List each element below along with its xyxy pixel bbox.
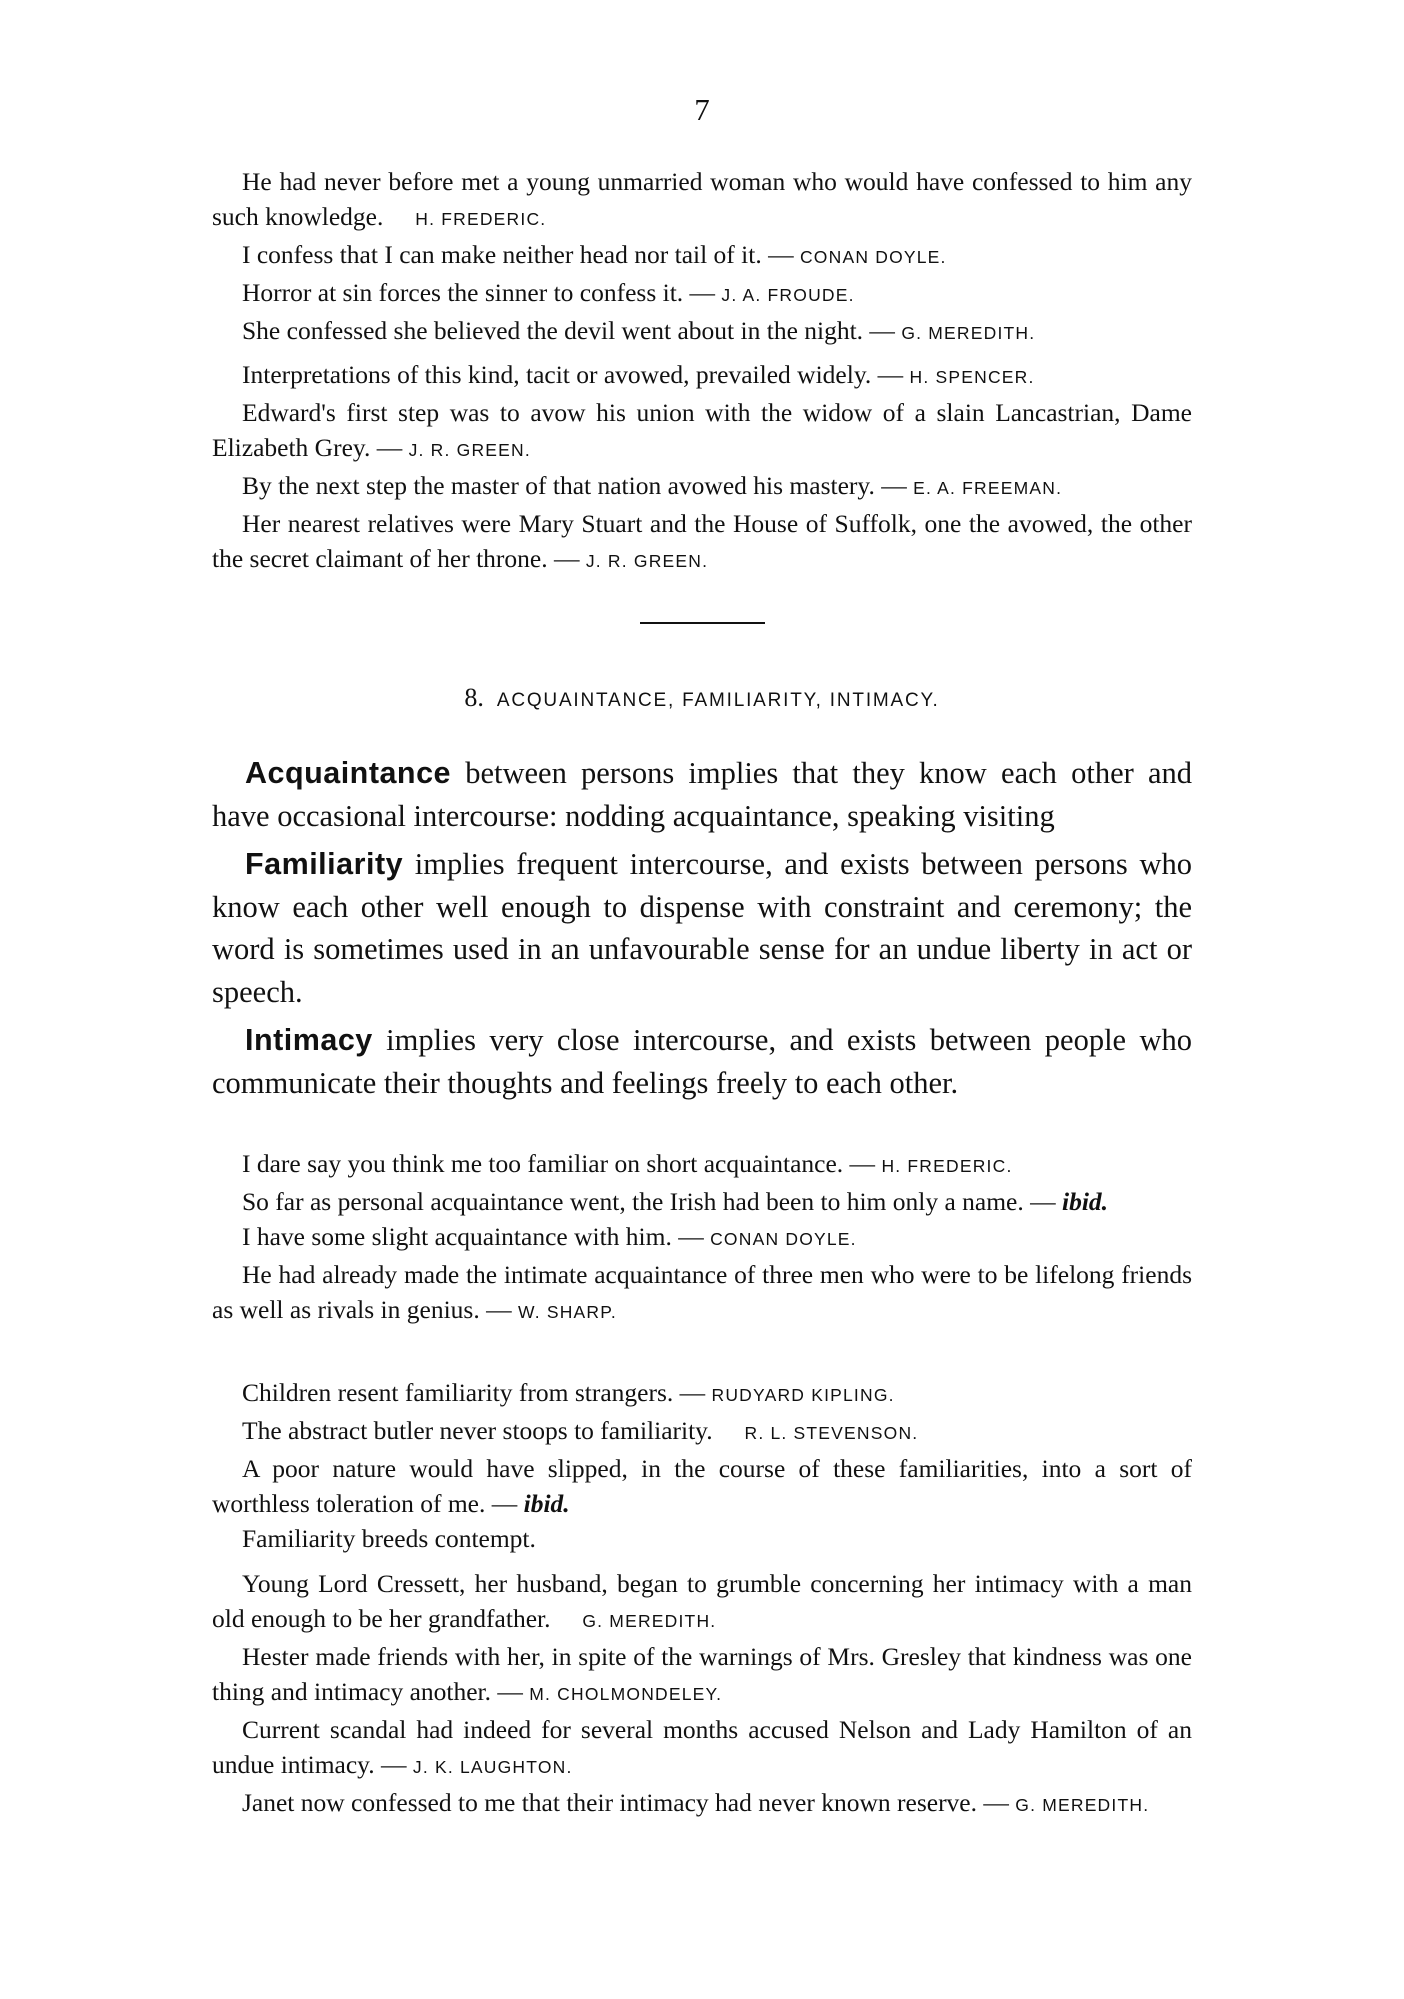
- quote: Edward's first step was to avow his union with the widow of a slain Lancastrian, Dame Elizabeth Grey. — J. R. GREEN.: [212, 398, 1192, 462]
- quote-author: ibid.: [523, 1489, 570, 1518]
- quote-author: J. R. GREEN.: [408, 440, 531, 460]
- quote-author: H. SPENCER.: [909, 367, 1035, 387]
- quote: Young Lord Cressett, her husband, began to grumble concerning her intimacy with a man old enough to be her grandfather. G. MEREDITH.: [212, 1569, 1192, 1633]
- section-title: ACQUAINTANCE, FAMILIARITY, INTIMACY.: [496, 690, 940, 711]
- quote: Familiarity breeds contempt.: [242, 1524, 536, 1553]
- quote-author: J. A. FROUDE.: [721, 285, 855, 305]
- definition-term: Intimacy: [245, 1023, 373, 1057]
- quote: Interpretations of this kind, tacit or avowed, prevailed widely. — H. SPENCER.: [242, 360, 1035, 389]
- quote: He had never before met a young unmarried woman who would have confessed to him any such knowledge. H. FREDERIC.: [212, 167, 1192, 231]
- familiarity-quotes: [212, 1375, 1192, 1556]
- quote: So far as personal acquaintance went, the Irish had been to him only a name. — ibid.: [242, 1187, 1109, 1216]
- quote-author: J. R. GREEN.: [585, 551, 709, 571]
- quote-author: H. FREDERIC.: [881, 1156, 1013, 1176]
- quote: Hester made friends with her, in spite of the warnings of Mrs. Gresley that kindness was one thing and intimacy another. — M. CHOLMONDELEY.: [212, 1642, 1192, 1706]
- quote: Current scandal had indeed for several months accused Nelson and Lady Hamilton of an undue intimacy. — J. K. LAUGHTON.: [212, 1715, 1192, 1779]
- quote-author: G. MEREDITH.: [1015, 1795, 1150, 1815]
- quote-author: G. MEREDITH.: [901, 323, 1036, 343]
- quote: Children resent familiarity from strangers. — RUDYARD KIPLING.: [242, 1378, 895, 1407]
- quote-author: W. SHARP.: [517, 1302, 617, 1322]
- quote-author: ibid.: [1061, 1187, 1109, 1216]
- quote: Janet now confessed to me that their intimacy had never known reserve. — G. MEREDITH.: [242, 1788, 1150, 1817]
- section-number: 8.: [464, 683, 484, 712]
- section-divider: [640, 622, 765, 624]
- quote-author: CONAN DOYLE.: [710, 1229, 857, 1249]
- quote: By the next step the master of that nation avowed his mastery. — E. A. FREEMAN.: [242, 471, 1063, 500]
- quote: I have some slight acquaintance with him. — CONAN DOYLE.: [242, 1222, 857, 1251]
- intimacy-quotes: [212, 1566, 1192, 1823]
- page-number: 7: [694, 92, 710, 127]
- quote-author: G. MEREDITH.: [582, 1611, 717, 1631]
- definition-acquaintance: Acquaintance between persons implies that they know each other and have occasional intercourse: nodding acquaintance, speaking visiting: [212, 756, 1193, 833]
- definition-intimacy: Intimacy implies very close intercourse, and exists between people who communicate their thoughts and feelings freely to each other.: [212, 1023, 1192, 1100]
- definition-familiarity: Familiarity implies frequent intercourse, and exists between persons who know each other well enough to dispense with constraint and ceremony; the word is sometimes used in an unfavourable sense for an undue liberty in act or speech.: [212, 847, 1192, 1009]
- quote: The abstract butler never stoops to familiarity. R. L. STEVENSON.: [242, 1416, 919, 1445]
- acquaintance-quotes: [212, 1146, 1192, 1330]
- confess-quotes: [212, 164, 1192, 351]
- quote: I confess that I can make neither head nor tail of it. — CONAN DOYLE.: [242, 240, 947, 269]
- quote-author: J. K. LAUGHTON.: [412, 1757, 573, 1777]
- quote-author: CONAN DOYLE.: [799, 247, 947, 267]
- quote: She confessed she believed the devil went about in the night. — G. MEREDITH.: [242, 316, 1036, 345]
- quote: I dare say you think me too familiar on short acquaintance. — H. FREDERIC.: [242, 1149, 1013, 1178]
- quote-author: H. FREDERIC.: [415, 209, 547, 229]
- quote: He had already made the intimate acquaintance of three men who were to be lifelong friends as well as rivals in genius. — W. SHARP.: [212, 1260, 1192, 1324]
- definition-term: Familiarity: [245, 847, 404, 881]
- section-heading: [0, 683, 1404, 713]
- quote: A poor nature would have slipped, in the course of these familiarities, into a sort of worthless toleration of me. — ibid.: [212, 1454, 1192, 1518]
- definition-term: Acquaintance: [245, 756, 451, 790]
- avow-quotes: [212, 357, 1192, 579]
- quote-author: M. CHOLMONDELEY.: [529, 1684, 723, 1704]
- quote: Horror at sin forces the sinner to confess it. — J. A. FROUDE.: [242, 278, 855, 307]
- definitions: [212, 752, 1192, 1110]
- quote-author: R. L. STEVENSON.: [744, 1423, 919, 1443]
- quote: Her nearest relatives were Mary Stuart and the House of Suffolk, one the avowed, the other the secret claimant of her throne. — J. R. GREEN.: [212, 509, 1192, 573]
- quote-author: RUDYARD KIPLING.: [711, 1385, 895, 1405]
- quote-author: E. A. FREEMAN.: [913, 478, 1063, 498]
